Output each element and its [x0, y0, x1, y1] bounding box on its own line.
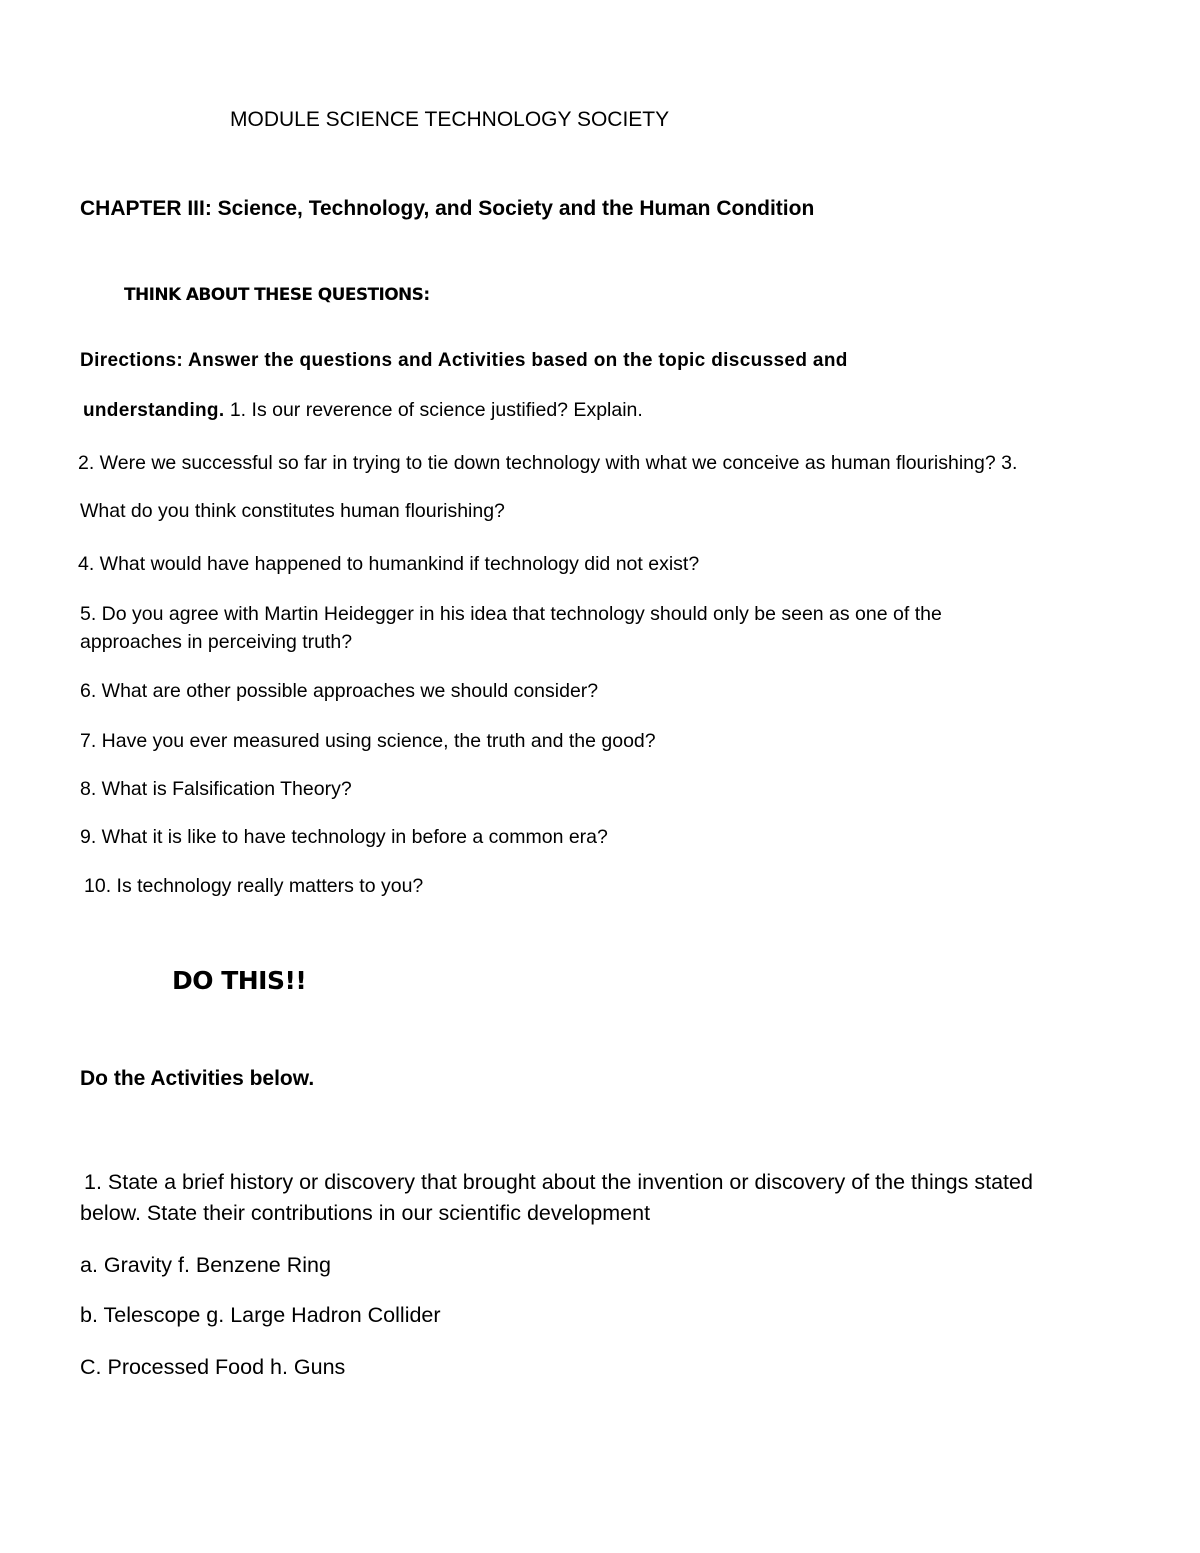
activity-item: C. Processed Food h. Guns [80, 1355, 346, 1379]
question-6: 6. What are other possible approaches we should consider? [80, 680, 599, 702]
question-3: What do you think constitutes human flourishing? [80, 500, 505, 522]
question-10: 10. Is technology really matters to you? [84, 875, 424, 897]
question-2: 2. Were we successful so far in trying to tie down technology with what we conceive as human flourishing? 3. [78, 452, 1018, 474]
question-5-line-1: 5. Do you agree with Martin Heidegger in his idea that technology should only be seen as one of the [80, 603, 942, 625]
activity-1-line-1: 1. State a brief history or discovery that brought about the invention or discovery of the things stated [84, 1170, 1033, 1194]
activity-item: a. Gravity f. Benzene Ring [80, 1253, 331, 1277]
do-this-heading: DO THIS!! [172, 966, 307, 995]
question-4: 4. What would have happened to humankind if technology did not exist? [78, 553, 700, 575]
activities-heading: Do the Activities below. [80, 1067, 315, 1090]
module-title: MODULE SCIENCE TECHNOLOGY SOCIETY [230, 108, 670, 131]
activity-1-line-2: below. State their contributions in our scientific development [80, 1201, 651, 1225]
question-9: 9. What it is like to have technology in before a common era? [80, 826, 608, 848]
question-8: 8. What is Falsification Theory? [80, 778, 352, 800]
activity-item: b. Telescope g. Large Hadron Collider [80, 1303, 441, 1327]
directions-understanding: understanding. [83, 400, 225, 421]
chapter-title: CHAPTER III: Science, Technology, and Society and the Human Condition [80, 197, 815, 220]
questions-heading: THINK ABOUT THESE QUESTIONS: [124, 285, 430, 305]
question-5-line-2: approaches in perceiving truth? [80, 631, 353, 653]
question-1: 1. Is our reverence of science justified? Explain. [224, 399, 643, 421]
directions-line-2 [83, 398, 643, 423]
question-7: 7. Have you ever measured using science, the truth and the good? [80, 730, 656, 752]
directions-line-1: Directions: Answer the questions and Activities based on the topic discussed and [80, 350, 848, 371]
